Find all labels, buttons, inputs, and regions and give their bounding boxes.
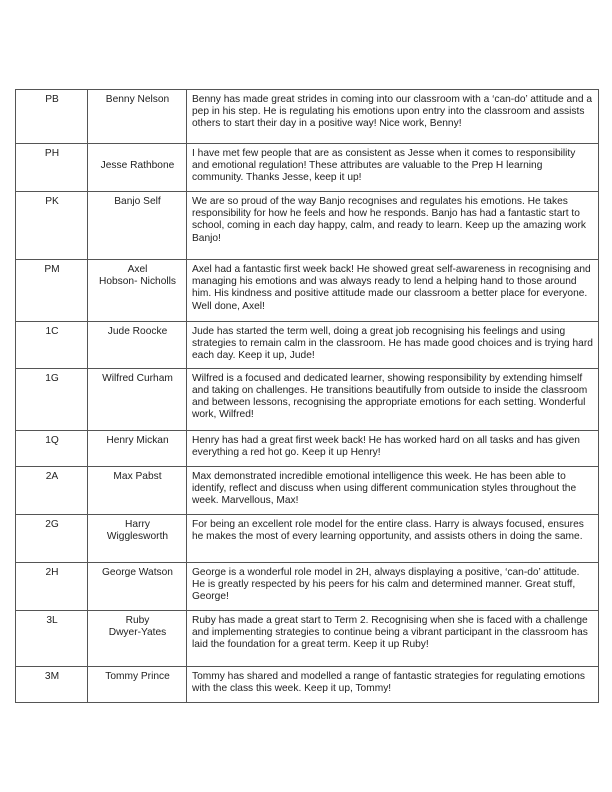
student-name-cell: [88, 90, 187, 144]
table-row: [16, 666, 599, 702]
table-row: [16, 90, 599, 144]
award-message-cell: Benny has made great strides in coming into our classroom with a ‘can-do’ attitude and a pep in his step. He is regulating his emotions upon entry into the classroom and assists others to start their day in a positive way! Nice work, Benny!: [187, 90, 599, 144]
student-name-line: Banjo Self: [114, 196, 161, 207]
table-row: [16, 514, 599, 562]
student-name-cell: [88, 610, 187, 666]
class-cell: 1G: [16, 368, 88, 430]
student-name-line: Jesse Rathbone: [100, 160, 175, 171]
student-name-cell: [88, 430, 187, 466]
table-row: [16, 466, 599, 514]
student-name-line: Henry Mickan: [106, 434, 169, 446]
class-cell: 1C: [16, 322, 88, 369]
student-name-line: George Watson: [102, 566, 173, 578]
student-name-cell: [88, 666, 187, 702]
student-name-cell: [88, 562, 187, 610]
award-message-cell: I have met few people that are as consistent as Jesse when it comes to responsibility and emotional regulation! These attributes are valuable to the Prep H learning community. Thanks Jesse, keep it up!: [187, 144, 599, 192]
student-name-cell: [88, 514, 187, 562]
award-message-cell: We are so proud of the way Banjo recognises and regulates his emotions. He takes responsibility for how he feels and how he responds. Banjo has had a fantastic start to school, coming in each day happy, calm, and ready to learn. Keep up the amazing work Banjo!: [187, 192, 599, 260]
class-cell: PB: [16, 90, 88, 144]
class-cell: PM: [16, 260, 88, 322]
class-cell: 2A: [16, 466, 88, 514]
award-message-cell: Max demonstrated incredible emotional intelligence this week. He has been able to identify, reflect and discuss when using different communication styles throughout the week. Marvellous, Max!: [187, 466, 599, 514]
award-message-cell: George is a wonderful role model in 2H, always displaying a positive, ‘can-do’ attitude. He is greatly respected by his peers for his calm and determined manner. Great stuff, George!: [187, 562, 599, 610]
student-name-line: Axel: [127, 264, 148, 275]
award-message-cell: Wilfred is a focused and dedicated learner, showing responsibility by extending himself and taking on challenges. He transitions beautifully from outside to inside the classroom and between lessons, recognising the appropriate emotions for each setting. Wonderful work, Wilfred!: [187, 368, 599, 430]
class-cell: 3M: [16, 666, 88, 702]
student-name-line: Tommy Prince: [105, 670, 170, 682]
student-name-line: Ruby: [125, 614, 150, 626]
award-message-cell: Jude has started the term well, doing a great job recognising his feelings and using strategies to remain calm in the classroom. He has made good choices and is trying hard each day. Keep it up, Jude!: [187, 322, 599, 369]
awards-table: [15, 89, 599, 703]
table-row: [16, 144, 599, 192]
student-name-cell: [88, 368, 187, 430]
student-name-line: Jude Roocke: [107, 326, 168, 337]
student-name-line: Wilfred Curham: [102, 372, 173, 384]
student-name-line: Harry: [125, 518, 150, 530]
class-cell: 3L: [16, 610, 88, 666]
table-row: [16, 430, 599, 466]
table-row: [16, 260, 599, 322]
student-name-cell: [88, 260, 187, 322]
student-name-cell: [88, 144, 187, 192]
awards-table-body: [16, 90, 599, 703]
class-cell: 2H: [16, 562, 88, 610]
table-row: [16, 562, 599, 610]
student-name-cell: [88, 322, 187, 369]
student-name-line: Max Pabst: [113, 470, 162, 482]
table-row: [16, 322, 599, 369]
student-name-cell: [88, 192, 187, 260]
student-name-line: Wigglesworth: [106, 530, 169, 542]
class-cell: PH: [16, 144, 88, 192]
student-name-line: Hobson- Nicholls: [98, 276, 176, 288]
award-message-cell: Tommy has shared and modelled a range of fantastic strategies for regulating emotions with the class this week. Keep it up, Tommy!: [187, 666, 599, 702]
award-message-cell: Ruby has made a great start to Term 2. Recognising when she is faced with a challenge and implementing strategies to continue being a vibrant participant in the classroom has laid the foundation for a great term. Keep it up Ruby!: [187, 610, 599, 666]
award-message-cell: Axel had a fantastic first week back! He showed great self-awareness in recognising and managing his emotions and was always ready to lend a helping hand to those around him. His kindness and positive attitude made our classroom a better place for everyone. Well done, Axel!: [187, 260, 599, 322]
student-name-cell: [88, 466, 187, 514]
class-cell: PK: [16, 192, 88, 260]
class-cell: 2G: [16, 514, 88, 562]
award-message-cell: Henry has had a great first week back! He has worked hard on all tasks and has given everything a red hot go. Keep it up Henry!: [187, 430, 599, 466]
student-name-line: Benny Nelson: [105, 94, 170, 105]
table-row: [16, 368, 599, 430]
table-row: [16, 192, 599, 260]
class-cell: 1Q: [16, 430, 88, 466]
table-row: [16, 610, 599, 666]
award-message-cell: For being an excellent role model for the entire class. Harry is always focused, ensures he makes the most of every learning opportunity, and assists others in doing the same.: [187, 514, 599, 562]
student-name-line: Dwyer-Yates: [108, 626, 167, 638]
